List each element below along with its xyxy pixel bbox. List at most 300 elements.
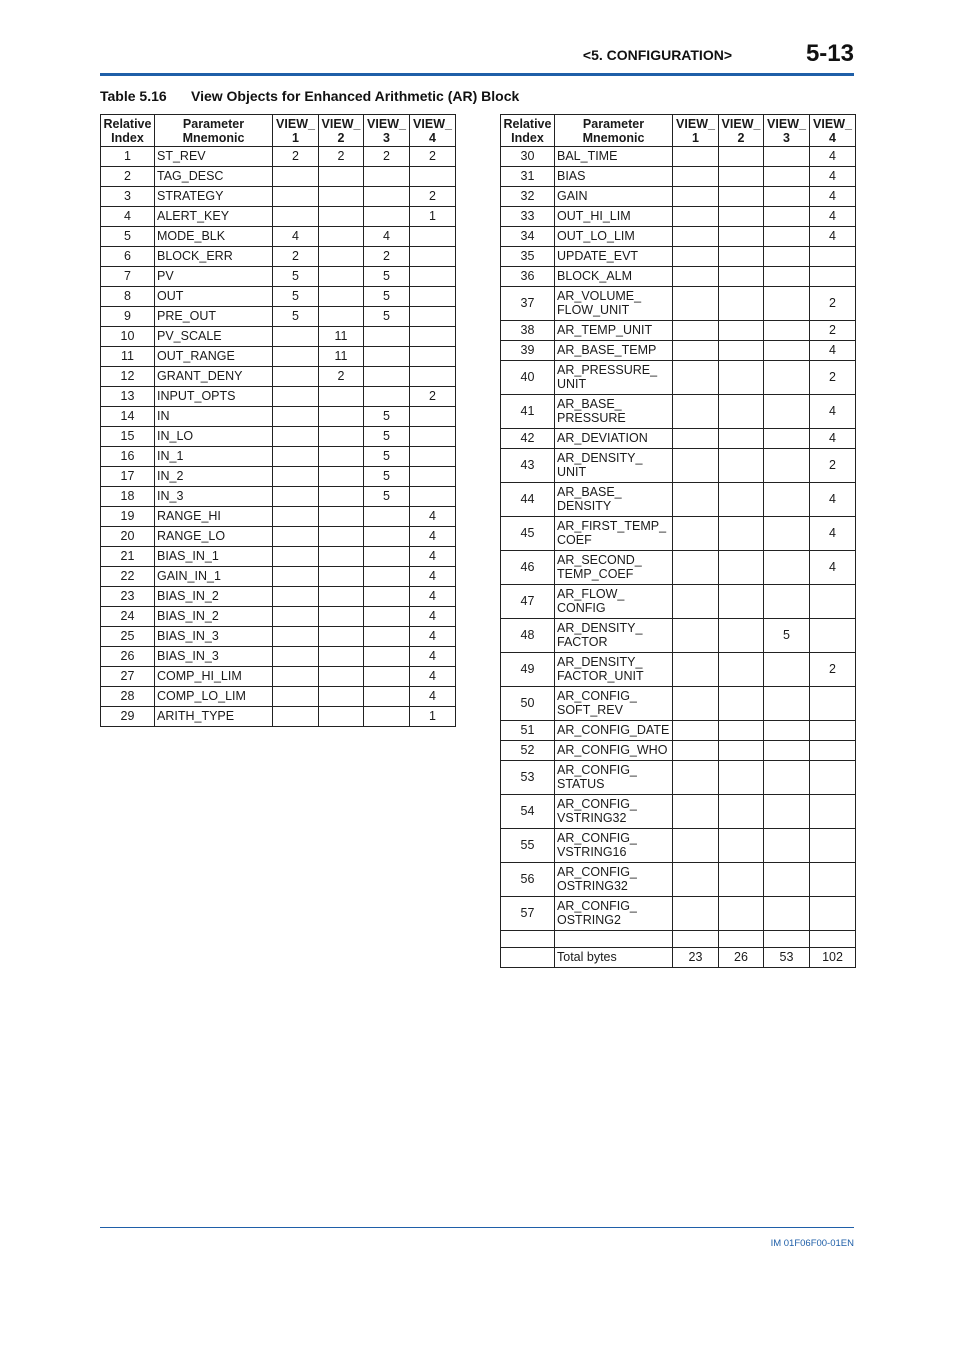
relative-index-cell: 39 <box>501 341 555 361</box>
mnemonic-cell: AR_SECOND_ TEMP_COEF <box>555 551 673 585</box>
view2-cell <box>319 287 364 307</box>
view1-cell <box>673 551 719 585</box>
view2-cell <box>719 619 764 653</box>
view4-cell <box>810 897 856 931</box>
mnemonic-cell <box>555 931 673 948</box>
relative-index-cell: 18 <box>101 487 155 507</box>
table-row <box>101 427 456 447</box>
table-row <box>101 707 456 727</box>
table-row <box>501 619 856 653</box>
view1-cell <box>673 361 719 395</box>
view4-cell: 4 <box>810 483 856 517</box>
table-row <box>101 387 456 407</box>
relative-index-cell: 15 <box>101 427 155 447</box>
view4-cell <box>810 247 856 267</box>
table-row <box>501 187 856 207</box>
view3-cell <box>764 863 810 897</box>
view4-cell: 2 <box>810 287 856 321</box>
section-title: <5. CONFIGURATION> <box>582 47 732 63</box>
view2-cell <box>719 897 764 931</box>
view1-cell <box>273 427 319 447</box>
view1-cell <box>673 321 719 341</box>
view2-cell <box>319 667 364 687</box>
view1-cell <box>673 167 719 187</box>
table-row <box>101 247 456 267</box>
view2-cell <box>719 741 764 761</box>
table-row <box>101 567 456 587</box>
view2-cell <box>719 863 764 897</box>
view1-cell <box>673 341 719 361</box>
view3-cell <box>364 167 410 187</box>
view3-cell: 5 <box>364 407 410 427</box>
table-title: View Objects for Enhanced Arithmetic (AR) Block <box>191 88 520 104</box>
table-row <box>101 287 456 307</box>
view3-cell <box>764 429 810 449</box>
mnemonic-cell: IN_LO <box>155 427 273 447</box>
mnemonic-cell: AR_TEMP_UNIT <box>555 321 673 341</box>
view4-cell: 4 <box>810 187 856 207</box>
view3-cell: 4 <box>364 227 410 247</box>
view2-cell: 26 <box>719 948 764 968</box>
view4-cell: 4 <box>810 147 856 167</box>
view4-cell <box>810 829 856 863</box>
view4-cell: 4 <box>810 551 856 585</box>
view4-cell: 4 <box>810 429 856 449</box>
table-row <box>101 587 456 607</box>
mnemonic-cell: BIAS_IN_3 <box>155 647 273 667</box>
view1-cell <box>673 147 719 167</box>
mnemonic-cell: AR_DENSITY_ UNIT <box>555 449 673 483</box>
view1-cell <box>673 187 719 207</box>
mnemonic-cell: BIAS_IN_2 <box>155 587 273 607</box>
view3-cell <box>764 147 810 167</box>
relative-index-cell: 26 <box>101 647 155 667</box>
view2-cell <box>719 167 764 187</box>
view3-cell <box>764 207 810 227</box>
view1-cell <box>673 227 719 247</box>
view1-cell <box>673 795 719 829</box>
view1-cell <box>273 567 319 587</box>
view1-cell <box>273 507 319 527</box>
view2-cell <box>319 707 364 727</box>
table-header-row <box>101 115 456 147</box>
view4-cell <box>410 347 456 367</box>
view1-cell <box>273 327 319 347</box>
table-row <box>101 467 456 487</box>
view1-cell <box>273 487 319 507</box>
view1-cell <box>673 449 719 483</box>
view2-cell: 11 <box>319 347 364 367</box>
view3-cell: 5 <box>364 307 410 327</box>
view3-cell <box>364 647 410 667</box>
view2-cell <box>319 647 364 667</box>
table-row <box>101 227 456 247</box>
relative-index-cell: 54 <box>501 795 555 829</box>
table-body-left <box>101 147 456 727</box>
relative-index-cell: 10 <box>101 327 155 347</box>
view3-cell <box>364 627 410 647</box>
mnemonic-cell: TAG_DESC <box>155 167 273 187</box>
table-row <box>101 367 456 387</box>
mnemonic-cell: AR_BASE_TEMP <box>555 341 673 361</box>
view3-cell <box>764 585 810 619</box>
view1-cell <box>673 829 719 863</box>
table-row <box>501 483 856 517</box>
view3-cell: 5 <box>764 619 810 653</box>
relative-index-cell: 48 <box>501 619 555 653</box>
relative-index-cell: 21 <box>101 547 155 567</box>
relative-index-cell: 25 <box>101 627 155 647</box>
view1-cell: 5 <box>273 287 319 307</box>
table-row <box>101 407 456 427</box>
relative-index-cell: 17 <box>101 467 155 487</box>
relative-index-cell: 6 <box>101 247 155 267</box>
view4-cell <box>410 467 456 487</box>
table-row <box>101 447 456 467</box>
mnemonic-cell: AR_CONFIG_ VSTRING32 <box>555 795 673 829</box>
view3-cell <box>364 527 410 547</box>
view4-cell: 4 <box>410 647 456 667</box>
mnemonic-cell: AR_FLOW_ CONFIG <box>555 585 673 619</box>
header-rule <box>100 73 854 76</box>
view1-cell <box>673 931 719 948</box>
relative-index-cell: 8 <box>101 287 155 307</box>
table-row <box>101 627 456 647</box>
view1-cell: 23 <box>673 948 719 968</box>
view4-cell: 2 <box>410 387 456 407</box>
relative-index-cell: 11 <box>101 347 155 367</box>
view2-cell <box>319 547 364 567</box>
col-header-view3: VIEW_ 3 <box>764 115 810 147</box>
table-row <box>501 449 856 483</box>
view4-cell: 102 <box>810 948 856 968</box>
table-row <box>501 585 856 619</box>
view2-cell <box>719 653 764 687</box>
view2-cell <box>319 507 364 527</box>
view1-cell <box>673 897 719 931</box>
view2-cell <box>719 267 764 287</box>
view1-cell <box>673 741 719 761</box>
view4-cell: 4 <box>410 587 456 607</box>
mnemonic-cell: AR_BASE_ DENSITY <box>555 483 673 517</box>
view4-cell: 1 <box>410 207 456 227</box>
view1-cell <box>273 347 319 367</box>
table-number: Table 5.16 <box>100 88 167 104</box>
mnemonic-cell: AR_CONFIG_ STATUS <box>555 761 673 795</box>
relative-index-cell: 31 <box>501 167 555 187</box>
mnemonic-cell: STRATEGY <box>155 187 273 207</box>
table-row <box>501 429 856 449</box>
relative-index-cell: 45 <box>501 517 555 551</box>
mnemonic-cell: PRE_OUT <box>155 307 273 327</box>
relative-index-cell: 37 <box>501 287 555 321</box>
view3-cell <box>764 287 810 321</box>
relative-index-cell: 55 <box>501 829 555 863</box>
view4-cell: 4 <box>410 607 456 627</box>
view1-cell <box>673 619 719 653</box>
relative-index-cell <box>501 931 555 948</box>
view2-cell <box>719 483 764 517</box>
view4-cell <box>810 931 856 948</box>
table-row <box>501 653 856 687</box>
view2-cell <box>719 247 764 267</box>
mnemonic-cell: GAIN <box>555 187 673 207</box>
relative-index-cell: 56 <box>501 863 555 897</box>
view2-cell <box>719 687 764 721</box>
table-row <box>101 527 456 547</box>
view3-cell <box>364 187 410 207</box>
table-body-right <box>501 147 856 968</box>
relative-index-cell: 16 <box>101 447 155 467</box>
view2-cell <box>319 207 364 227</box>
relative-index-cell: 44 <box>501 483 555 517</box>
view4-cell <box>410 427 456 447</box>
view2-cell <box>319 607 364 627</box>
view4-cell: 4 <box>810 517 856 551</box>
view2-cell <box>719 721 764 741</box>
relative-index-cell: 35 <box>501 247 555 267</box>
view1-cell <box>273 167 319 187</box>
view2-cell <box>319 567 364 587</box>
view2-cell <box>319 427 364 447</box>
mnemonic-cell: RANGE_HI <box>155 507 273 527</box>
view4-cell: 4 <box>810 227 856 247</box>
view3-cell <box>364 687 410 707</box>
view3-cell <box>764 721 810 741</box>
table-row <box>101 147 456 167</box>
mnemonic-cell: Total bytes <box>555 948 673 968</box>
relative-index-cell: 28 <box>101 687 155 707</box>
mnemonic-cell: BLOCK_ERR <box>155 247 273 267</box>
view3-cell <box>764 267 810 287</box>
view4-cell <box>410 407 456 427</box>
table-row <box>501 721 856 741</box>
table-row <box>101 307 456 327</box>
view3-cell <box>764 741 810 761</box>
view4-cell <box>410 267 456 287</box>
table-row <box>501 551 856 585</box>
view2-cell <box>719 429 764 449</box>
view2-cell <box>319 587 364 607</box>
view1-cell <box>673 483 719 517</box>
view2-cell <box>319 447 364 467</box>
col-header-mnemonic: Parameter Mnemonic <box>155 115 273 147</box>
view3-cell <box>764 761 810 795</box>
mnemonic-cell: PV <box>155 267 273 287</box>
table-row <box>501 361 856 395</box>
table-row <box>501 247 856 267</box>
view3-cell <box>764 653 810 687</box>
mnemonic-cell: AR_CONFIG_ OSTRING2 <box>555 897 673 931</box>
view4-cell <box>410 367 456 387</box>
view1-cell <box>673 395 719 429</box>
col-header-view3: VIEW_ 3 <box>364 115 410 147</box>
view2-cell <box>719 187 764 207</box>
col-header-view4: VIEW_ 4 <box>410 115 456 147</box>
view2-cell <box>719 395 764 429</box>
view4-cell <box>410 307 456 327</box>
relative-index-cell: 49 <box>501 653 555 687</box>
view2-cell <box>719 287 764 321</box>
mnemonic-cell: AR_FIRST_TEMP_ COEF <box>555 517 673 551</box>
table-row <box>101 207 456 227</box>
table-row <box>101 347 456 367</box>
relative-index-cell: 20 <box>101 527 155 547</box>
mnemonic-cell: AR_PRESSURE_ UNIT <box>555 361 673 395</box>
view2-cell <box>719 585 764 619</box>
view2-cell <box>319 187 364 207</box>
view4-cell: 2 <box>810 321 856 341</box>
relative-index-cell: 14 <box>101 407 155 427</box>
view2-cell <box>319 407 364 427</box>
mnemonic-cell: PV_SCALE <box>155 327 273 347</box>
relative-index-cell: 13 <box>101 387 155 407</box>
mnemonic-cell: IN_3 <box>155 487 273 507</box>
view2-cell <box>719 341 764 361</box>
mnemonic-cell: AR_VOLUME_ FLOW_UNIT <box>555 287 673 321</box>
view-objects-table-right <box>500 114 856 968</box>
relative-index-cell: 52 <box>501 741 555 761</box>
table-row <box>501 167 856 187</box>
mnemonic-cell: UPDATE_EVT <box>555 247 673 267</box>
view4-cell <box>810 721 856 741</box>
view2-cell <box>719 931 764 948</box>
view1-cell <box>273 547 319 567</box>
col-header-index: Relative Index <box>101 115 155 147</box>
view4-cell: 1 <box>410 707 456 727</box>
view1-cell <box>673 863 719 897</box>
table-row <box>501 795 856 829</box>
view3-cell: 53 <box>764 948 810 968</box>
view1-cell <box>673 721 719 741</box>
table-row <box>501 341 856 361</box>
col-header-view2: VIEW_ 2 <box>719 115 764 147</box>
view1-cell <box>673 517 719 551</box>
view4-cell: 4 <box>410 547 456 567</box>
view2-cell <box>719 795 764 829</box>
table-row <box>501 287 856 321</box>
table-row <box>101 187 456 207</box>
view4-cell: 2 <box>410 187 456 207</box>
relative-index-cell: 32 <box>501 187 555 207</box>
table-row <box>501 948 856 968</box>
relative-index-cell: 38 <box>501 321 555 341</box>
view3-cell <box>764 247 810 267</box>
document-number: IM 01F06F00-01EN <box>770 1238 854 1249</box>
view1-cell <box>673 247 719 267</box>
view1-cell <box>273 187 319 207</box>
mnemonic-cell: AR_BASE_ PRESSURE <box>555 395 673 429</box>
table-row <box>101 607 456 627</box>
view1-cell <box>273 687 319 707</box>
view3-cell <box>364 367 410 387</box>
view2-cell <box>719 321 764 341</box>
view4-cell: 4 <box>810 167 856 187</box>
mnemonic-cell: GRANT_DENY <box>155 367 273 387</box>
col-header-index: Relative Index <box>501 115 555 147</box>
view2-cell <box>719 147 764 167</box>
view3-cell <box>764 341 810 361</box>
view4-cell: 4 <box>410 507 456 527</box>
view2-cell <box>719 761 764 795</box>
col-header-view1: VIEW_ 1 <box>673 115 719 147</box>
view3-cell <box>764 395 810 429</box>
view3-cell: 2 <box>364 247 410 267</box>
mnemonic-cell: BIAS_IN_2 <box>155 607 273 627</box>
mnemonic-cell: OUT_HI_LIM <box>555 207 673 227</box>
view2-cell <box>319 387 364 407</box>
view2-cell <box>719 551 764 585</box>
mnemonic-cell: AR_CONFIG_ VSTRING16 <box>555 829 673 863</box>
mnemonic-cell: AR_DEVIATION <box>555 429 673 449</box>
table-row <box>101 267 456 287</box>
mnemonic-cell: AR_CONFIG_ SOFT_REV <box>555 687 673 721</box>
view1-cell <box>273 627 319 647</box>
view3-cell <box>364 667 410 687</box>
table-row <box>501 395 856 429</box>
view1-cell <box>273 447 319 467</box>
mnemonic-cell: COMP_LO_LIM <box>155 687 273 707</box>
view4-cell: 4 <box>810 207 856 227</box>
relative-index-cell: 29 <box>101 707 155 727</box>
view3-cell <box>764 483 810 517</box>
view3-cell <box>364 327 410 347</box>
mnemonic-cell: IN_1 <box>155 447 273 467</box>
view3-cell: 5 <box>364 267 410 287</box>
mnemonic-cell: OUT_RANGE <box>155 347 273 367</box>
relative-index-cell: 4 <box>101 207 155 227</box>
table-row <box>501 321 856 341</box>
view3-cell <box>764 227 810 247</box>
mnemonic-cell: BAL_TIME <box>555 147 673 167</box>
view1-cell <box>673 287 719 321</box>
view3-cell <box>764 449 810 483</box>
view4-cell <box>410 227 456 247</box>
relative-index-cell <box>501 948 555 968</box>
mnemonic-cell: INPUT_OPTS <box>155 387 273 407</box>
view4-cell <box>410 247 456 267</box>
table-header-row <box>501 115 856 147</box>
view2-cell: 11 <box>319 327 364 347</box>
relative-index-cell: 53 <box>501 761 555 795</box>
mnemonic-cell: OUT <box>155 287 273 307</box>
table-row <box>501 517 856 551</box>
view1-cell: 2 <box>273 147 319 167</box>
mnemonic-cell: ALERT_KEY <box>155 207 273 227</box>
view1-cell: 5 <box>273 267 319 287</box>
mnemonic-cell: GAIN_IN_1 <box>155 567 273 587</box>
relative-index-cell: 50 <box>501 687 555 721</box>
view2-cell <box>719 829 764 863</box>
table-row <box>501 741 856 761</box>
view2-cell <box>319 167 364 187</box>
view1-cell <box>273 387 319 407</box>
view4-cell <box>410 167 456 187</box>
table-row <box>101 167 456 187</box>
view4-cell: 4 <box>810 395 856 429</box>
view1-cell <box>673 585 719 619</box>
table-row <box>501 147 856 167</box>
view-objects-table-left <box>100 114 456 727</box>
table-row <box>101 647 456 667</box>
view4-cell: 2 <box>810 361 856 395</box>
relative-index-cell: 46 <box>501 551 555 585</box>
mnemonic-cell: RANGE_LO <box>155 527 273 547</box>
relative-index-cell: 47 <box>501 585 555 619</box>
view3-cell: 5 <box>364 467 410 487</box>
view1-cell <box>673 267 719 287</box>
view4-cell <box>810 687 856 721</box>
